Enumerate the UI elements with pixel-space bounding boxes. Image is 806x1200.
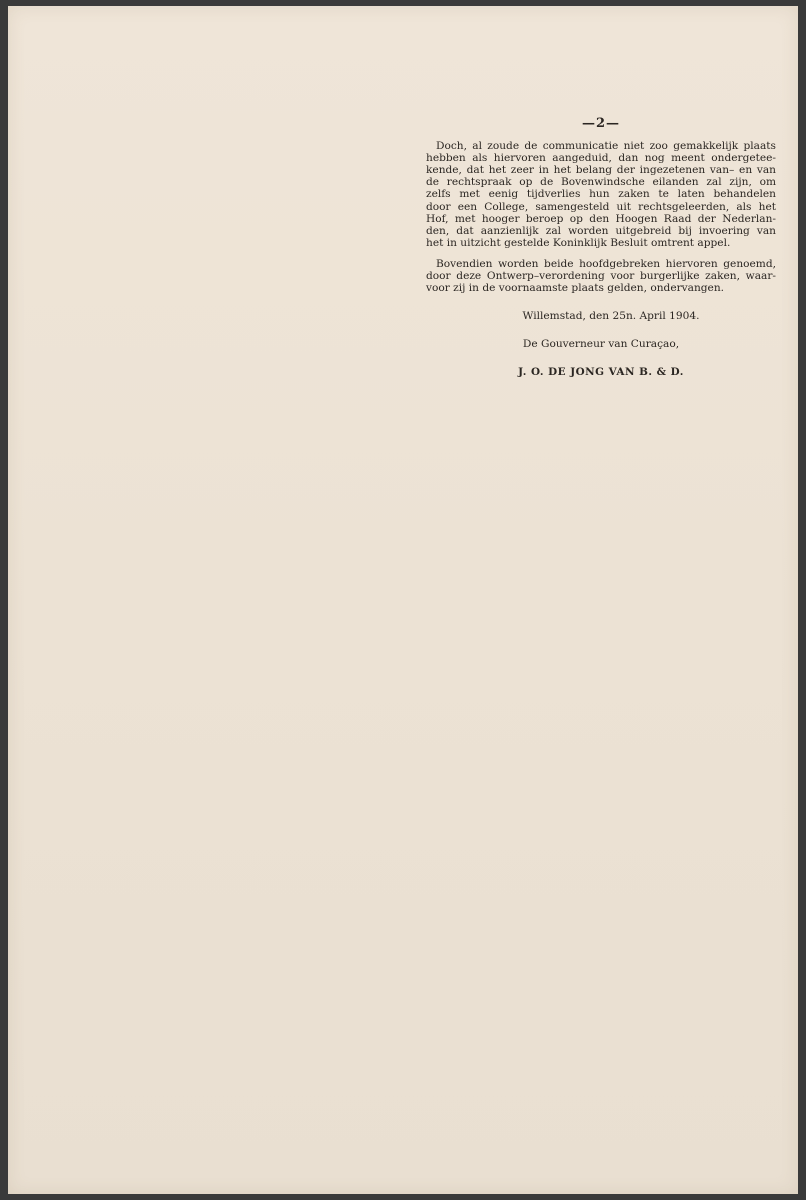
text-line: den, dat aanzienlijk zal worden uitgebreid bij invoering van xyxy=(426,224,776,237)
text-line: voor zij in de voornaamste plaats gelden, ondervangen. xyxy=(426,282,725,295)
text-line: kende, dat het zeer in het belang der ingezetenen van– en van xyxy=(426,164,776,177)
page-number: —2— xyxy=(581,116,621,131)
signatory-name: J. O. DE JONG VAN B. & D. xyxy=(518,366,684,379)
text-line: Doch, al zoude de communicatie niet zoo gemakkelijk plaats xyxy=(436,140,776,153)
text-line: zelfs met eenig tijdverlies hun zaken te laten behandelen xyxy=(426,188,776,201)
text-line: Hof, met hooger beroep op den Hoogen Raad der Nederlan- xyxy=(426,212,776,225)
document-body xyxy=(426,118,776,379)
text-line: Bovendien worden beide hoofdgebreken hiervoren genoemd, xyxy=(436,257,776,270)
place-date: Willemstad, den 25n. April 1904. xyxy=(522,310,700,323)
paragraph-2 xyxy=(426,258,776,294)
paragraph-1 xyxy=(426,140,776,249)
text-line: de rechtspraak op de Bovenwindsche eilanden zal zijn, om xyxy=(426,176,776,189)
signatory-title: De Gouverneur van Curaçao, xyxy=(522,338,680,351)
text-line: het in uitzicht gestelde Koninklijk Besluit omtrent appel. xyxy=(426,236,731,249)
signoff-block xyxy=(426,310,776,378)
document-page xyxy=(8,6,798,1194)
text-line: hebben als hiervoren aangeduid, dan nog meent ondergetee- xyxy=(426,152,776,165)
text-line: door een College, samengesteld uit rechtsgeleerden, als het xyxy=(426,200,776,213)
text-line: door deze Ontwerp–verordening voor burgerlijke zaken, waar- xyxy=(426,270,776,283)
